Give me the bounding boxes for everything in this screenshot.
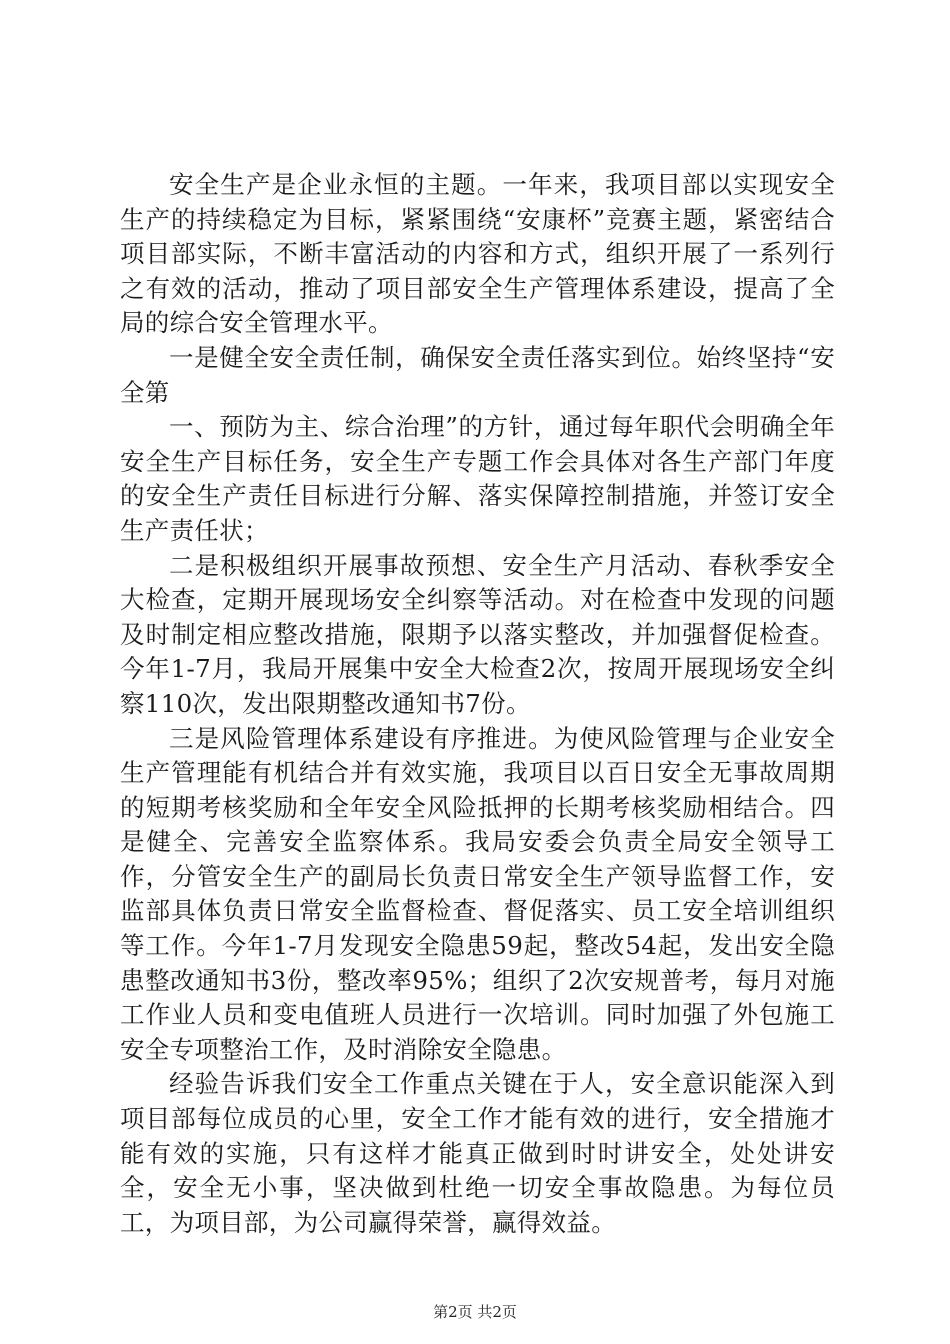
page-number-footer: 第2页 共2页 bbox=[433, 1303, 517, 1321]
paragraph-responsibility: 一是健全安全责任制，确保安全责任落实到位。始终坚持“安全第 bbox=[120, 342, 835, 407]
document-body bbox=[120, 168, 835, 1240]
paragraph-policy: 一、预防为主、综合治理”的方针，通过每年职代会明确全年安全生产目标任务，安全生产专题工作会具体对各生产部门年度的安全生产责任目标进行分解、落实保障控制措施，并签订安全生产责任状； bbox=[120, 412, 835, 545]
paragraph-conclusion: 经验告诉我们安全工作重点关键在于人，安全意识能深入到项目部每位成员的心里，安全工作才能有效的进行，安全措施才能有效的实施，只有这样才能真正做到时时讲安全，处处讲安全，安全无小事，坚决做到杜绝一切安全事故隐患。为每位员工，为项目部，为公司赢得荣誉，赢得效益。 bbox=[120, 1069, 835, 1237]
paragraph-risk-management: 三是风险管理体系建设有序推进。为使风险管理与企业安全生产管理能有机结合并有效实施，我项目以百日安全无事故周期的短期考核奖励和全年安全风险抵押的长期考核奖励相结合。四是健全、完善安全监察体系。我局安委会负责全局安全领导工作，分管安全生产的副局长负责日常安全生产领导监督工作，安监部具体负责日常安全监督检查、督促落实、员工安全培训组织等工作。今年1-7月发现安全隐患59起，整改54起，发出安全隐患整改通知书3份，整改率95%；组织了2次安规普考，每月对施工作业人员和变电值班人员进行一次培训。同时加强了外包施工安全专项整治工作，及时消除安全隐患。 bbox=[120, 723, 835, 1064]
paragraph-inspection: 二是积极组织开展事故预想、安全生产月活动、春秋季安全大检查，定期开展现场安全纠察等活动。对在检查中发现的问题及时制定相应整改措施，限期予以落实整改，并加强督促检查。今年1-7月，我局开展集中安全大检查2次，按周开展现场安全纠察110次，发出限期整改通知书7份。 bbox=[120, 550, 835, 718]
paragraph-intro: 安全生产是企业永恒的主题。一年来，我项目部以实现安全生产的持续稳定为目标，紧紧围绕“安康杯”竞赛主题，紧密结合项目部实际，不断丰富活动的内容和方式，组织开展了一系列行之有效的活动，推动了项目部安全生产管理体系建设，提高了全局的综合安全管理水平。 bbox=[120, 170, 835, 338]
